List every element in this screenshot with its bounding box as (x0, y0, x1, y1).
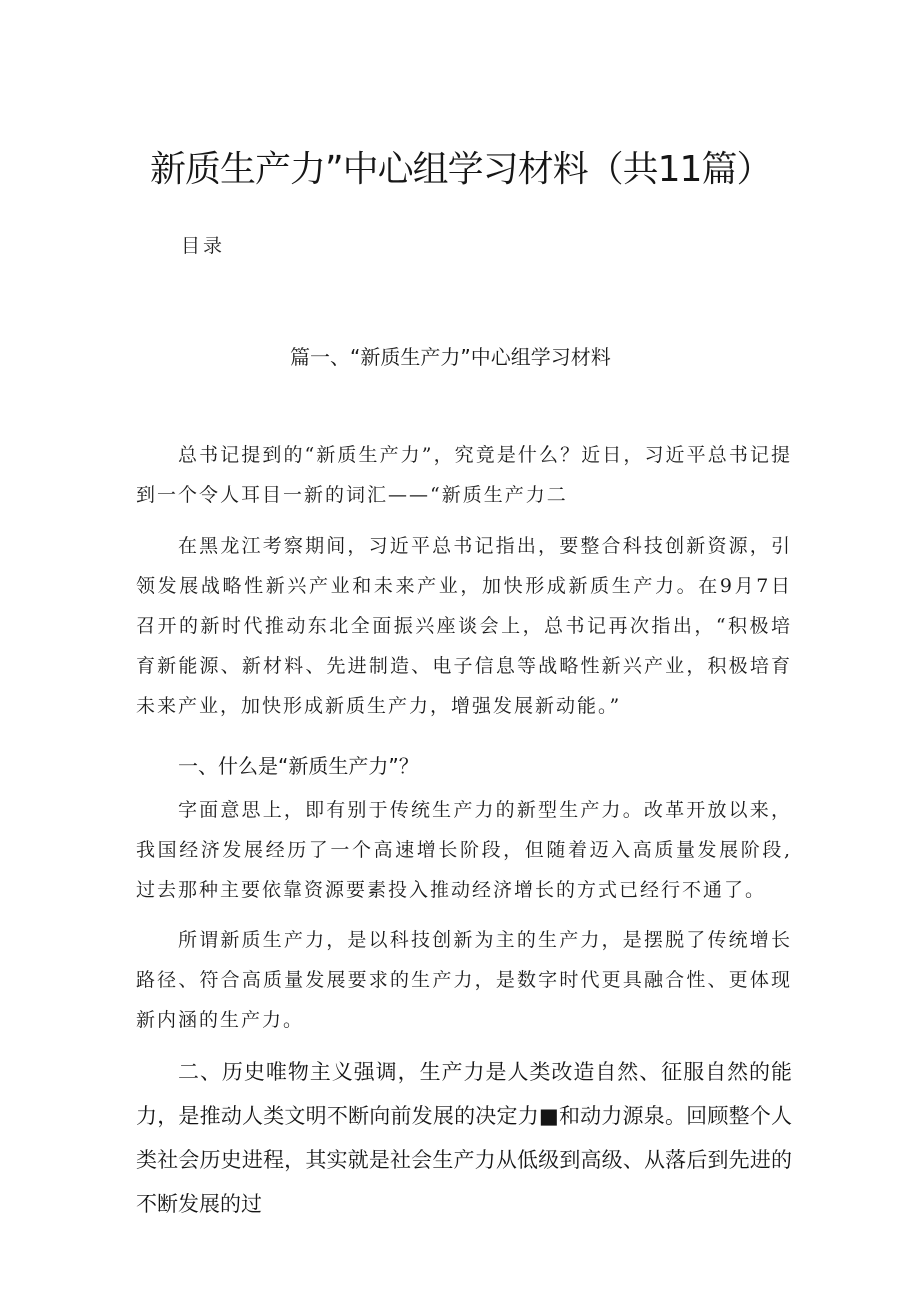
section-heading: 篇一、“新质生产力”中心组学习材料 (290, 345, 611, 369)
table-of-contents-label: 目录 (181, 235, 226, 257)
paragraph-historical-materialism: 二、历史唯物主义强调，生产力是人类改造自然、征服自然的能力，是推动人类文明不断向前发展的决定力■和动力源泉。回顾整个人类社会历史进程，其实就是社会生产力从低级到高级、从落后到先进的不断发展的过 (136, 1060, 792, 1216)
document-title: 新质生产力”中心组学习材料（共11篇） (150, 149, 772, 190)
paragraph-literal-meaning: 字面意思上，即有别于传统生产力的新型生产力。改革开放以来，我国经济发展经历了一个高速增长阶段，但随着迈入高质量发展阶段,过去那种主要依靠资源要素投入推动经济增长的方式已经行不通了。 (136, 799, 792, 901)
paragraph-intro: 总书记提到的“新质生产力”，究竟是什么？近日，习近平总书记提到一个令人耳目一新的词汇——“新质生产力二 (136, 444, 792, 506)
subheading-what-is: 一、什么是“新质生产力”？ (178, 754, 419, 778)
paragraph-heilongjiang: 在黑龙江考察期间，习近平总书记指出，要整合科技创新资源，引领发展战略性新兴产业和未来产业，加快形成新质生产力。在9月7日召开的新时代推动东北全面振兴座谈会上，总书记再次指出，“积极培育新能源、新材料、先进制造、电子信息等战略性新兴产业，积极培育未来产业，加快形成新质生产力，增强发展新动能。” (136, 535, 792, 717)
paragraph-definition: 所谓新质生产力，是以科技创新为主的生产力，是摆脱了传统增长路径、符合高质量发展要求的生产力，是数字时代更具融合性、更体现新内涵的生产力。 (136, 929, 792, 1031)
